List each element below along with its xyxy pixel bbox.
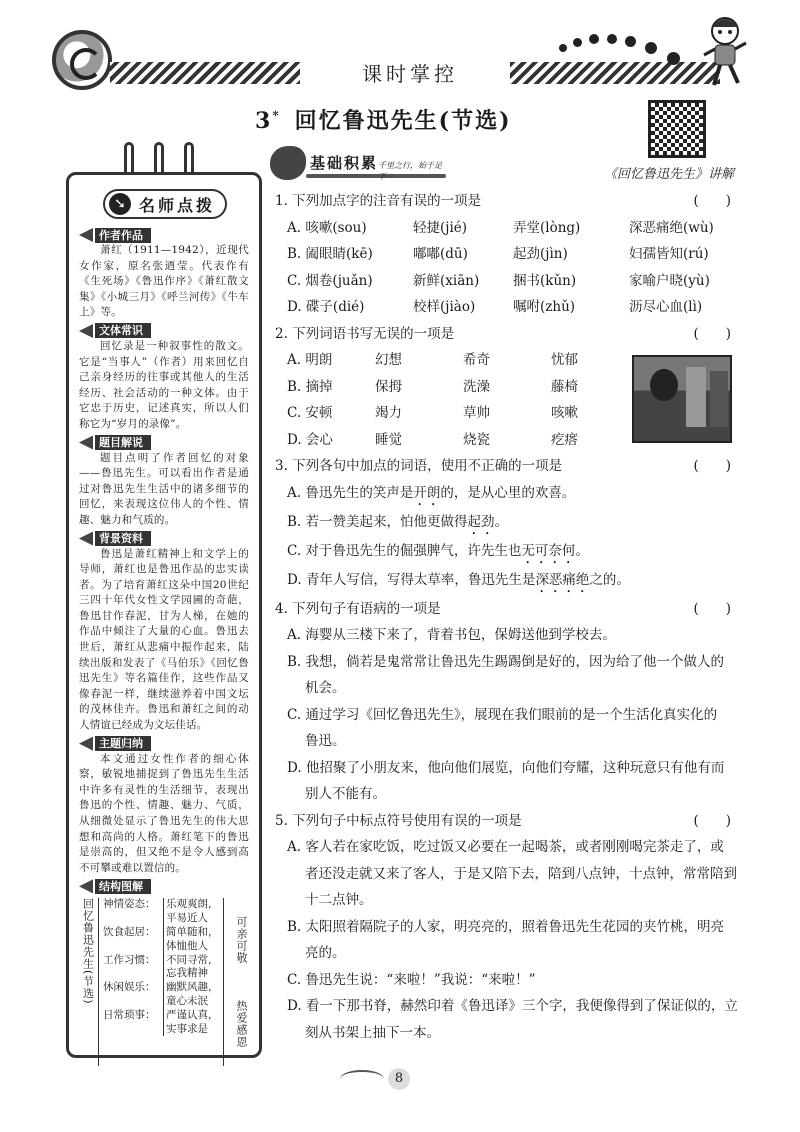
section-text: 回忆录是一种叙事性的散文。它是“当事人”（作者）用来回忆自己亲身经历的往事或其他人的生活经历、社会活动的一种文体。由于它忠于历史，记述真实，所以人们称它为“岁月的录像”。 <box>79 339 249 430</box>
option-a: A. 海婴从三楼下来了，背着书包，保姆送他到学校去。 <box>287 627 616 643</box>
structure-row: 饮食起居： 简单随和， <box>103 926 223 940</box>
section-label: 主题归纳 <box>79 736 249 752</box>
question-stem: 5. 下列句子中标点符号使用有误的一项是 <box>275 812 522 829</box>
question-2 <box>275 321 745 454</box>
section-label: 背景资料 <box>79 531 249 547</box>
section-banner <box>270 146 445 180</box>
lesson-title-text: 回忆鲁迅先生(节选) <box>294 108 512 134</box>
option-row: D. 碟子(dié) 校样(jiào) 嘱咐(zhǔ) 沥尽心血(lì) <box>287 299 703 315</box>
question-stem: 3. 下列各句中加点的词语，使用不正确的一项是 <box>275 458 563 474</box>
lesson-title <box>255 104 512 135</box>
structure-row: 体恤他人 <box>103 940 223 954</box>
question-stem: 4. 下列句子有语病的一项是 <box>275 600 441 617</box>
option-a: A. 鲁迅先生的笑声是开朗的，是从心里的欢喜。 <box>287 484 576 501</box>
question-stem: 2. 下列词语书写无误的一项是 <box>275 325 455 342</box>
structure-row: 平易近人 <box>103 912 223 926</box>
banner-title: 基础积累 <box>310 154 379 172</box>
structure-row: 休闲娱乐： 幽默风趣， <box>103 981 223 995</box>
lesson-number: 3* <box>255 108 281 134</box>
arrow-icon: ➘ <box>109 193 131 215</box>
structure-root: 回忆鲁迅先生(节选) <box>79 898 99 1066</box>
option-row: B. 摘掉 保拇 洗澡 藤椅 <box>287 378 578 395</box>
question-4 <box>275 596 745 808</box>
banner-subtitle: 千里之行，始于足下 <box>378 161 442 181</box>
section-text: 本文通过女性作者的细心体察，敏锐地捕捉到了鲁迅先生生活中许多有灵性的生活细节，表现出鲁迅的个性、情趣、魅力、气质，从细微处显示了鲁迅先生的伟大思想和高尚的人格。萧红笔下的鲁迅是崇高的，但又绝不是令人感到高不可攀或难以置信的。 <box>79 752 249 874</box>
structure-row: 忘我精神 <box>103 967 223 981</box>
page-header <box>0 0 800 100</box>
kid-mascot-icon <box>700 15 750 90</box>
option-d: D. 青年人写信，写得太草率，鲁迅先生是深恶痛绝之的。 <box>287 571 630 588</box>
answer-blank[interactable]: ( ) <box>693 600 731 617</box>
sidebar-heading: ➘ 名师点拨 <box>103 189 227 219</box>
option-row: D. 会心 睡觉 烧瓷 疙瘩 <box>287 431 578 448</box>
option-row: C. 安顿 竭力 草帅 咳嗽 <box>287 405 578 421</box>
logo-icon <box>52 30 112 90</box>
structure-side-label: 可亲可敬 <box>235 916 248 965</box>
answer-blank[interactable]: ( ) <box>693 812 731 829</box>
option-d: D. 他招聚了小朋友来，他向他们展览，向他们夸耀，这种玩意只有他有而 别人不能有。 <box>287 759 725 802</box>
option-row: C. 烟卷(juǎn) 新鲜(xiān) 捆书(kǔn) 家喻户晓(yù) <box>287 272 710 289</box>
page-footer <box>340 1064 440 1094</box>
option-c: C. 鲁迅先生说：“来啦！”我说：“来啦！” <box>287 971 536 988</box>
question-5 <box>275 808 745 1047</box>
structure-row: 童心未泯 <box>103 995 223 1009</box>
section-text: 题目点明了作者回忆的对象——鲁迅先生。可以看出作者是通过对鲁迅先生生活中的诸多细节的回忆，来表现这位伟人的个性、情趣、魅力和气质的。 <box>79 451 249 526</box>
structure-row: 工作习惯： 不同寻常， <box>103 954 223 968</box>
section-label: 作者作品 <box>79 227 249 243</box>
structure-diagram <box>79 898 249 1066</box>
section-label: 结构图解 <box>79 878 249 894</box>
questions-area <box>275 188 745 1046</box>
question-1 <box>275 188 745 321</box>
option-d: D. 看一下那书脊，赫然印着《鲁迅译》三个字，我便像得到了保证似的，立 刻从书架上抽下一本。 <box>287 998 738 1041</box>
mascot-icon <box>270 146 306 180</box>
option-row: B. 阖眼睛(kē) 嘟嘟(dū) 起劲(jìn) 妇孺皆知(rú) <box>287 246 709 262</box>
section-label: 文体常识 <box>79 323 249 339</box>
page-number: 8 <box>388 1068 410 1090</box>
structure-row: 实事求是 <box>103 1023 223 1037</box>
qr-code-icon[interactable] <box>648 100 706 158</box>
answer-blank[interactable]: ( ) <box>693 325 731 342</box>
tips-sidebar <box>66 172 262 1058</box>
option-b: B. 若一赞美起来，怕他更做得起劲。 <box>287 513 509 530</box>
qr-label: 《回忆鲁迅先生》讲解 <box>604 167 735 182</box>
question-3 <box>275 453 745 596</box>
answer-blank[interactable]: ( ) <box>693 458 731 474</box>
section-text: 萧红（1911—1942），近现代女作家，原名张迺莹。代表作有《生死场》《鲁迅作序》《萧红散文集》《小城三月》《呼兰河传》《牛车上》等。 <box>79 244 249 319</box>
structure-row: 神情姿态： 乐观爽朗， <box>103 898 223 912</box>
option-b: B. 太阳照着隔院子的人家，明亮亮的，照着鲁迅先生花园的夹竹桃，明亮 亮的。 <box>287 918 725 961</box>
structure-side-label: 热爱感恩 <box>235 1000 248 1049</box>
section-text: 鲁迅是萧红精神上和文学上的导师，萧红也是鲁迅作品的忠实读者。为了培育萧红这朵中国20世纪三四十年代女性文学园圃的奇葩，鲁迅甘作春泥，甘为人梯，在她的作品中倾注了大量的心血。鲁迅去世后，萧红从悲痛中振作起来，陆续出版和发表了《马伯乐》《回忆鲁迅先生》等名篇佳作，这些作品又像春泥一样，继续滋养着中国文坛的茂林佳卉。鲁迅和萧红之间的动人情谊已经成为文坛佳话。 <box>79 547 249 732</box>
dots-decoration <box>555 30 705 70</box>
option-c: C. 对于鲁迅先生的倔强脾气，许先生也无可奈何。 <box>287 542 589 559</box>
option-b: B. 我想，倘若是鬼常常让鲁迅先生踢踢倒是好的，因为给了他一个做人的 机会。 <box>287 653 725 696</box>
answer-blank[interactable]: ( ) <box>693 193 731 209</box>
section-label: 题目解说 <box>79 435 249 451</box>
structure-row: 日常琐事： 严谨认真， <box>103 1009 223 1023</box>
option-row: A. 咳嗽(sou) 轻捷(jié) 弄堂(lòng) 深恶痛绝(wù) <box>287 219 714 236</box>
question-stem: 1. 下列加点字的注音有误的一项是 <box>275 193 482 209</box>
swirl-ornament-icon <box>340 1070 384 1088</box>
option-a: A. 客人若在家吃饭，吃过饭又必要在一起喝茶，或者刚刚喝完茶走了，或 者还没走就又来了客人，于是又陪下去，陪到八点钟，十点钟，常常陪到 十二点钟。 <box>287 839 737 908</box>
header-title: 课时掌控 <box>362 62 458 86</box>
option-c: C. 通过学习《回忆鲁迅先生》，展现在我们眼前的是一个生活化真实化的 鲁迅。 <box>287 706 718 749</box>
option-row: A. 明朗 幻想 希奇 忧郁 <box>287 352 578 368</box>
